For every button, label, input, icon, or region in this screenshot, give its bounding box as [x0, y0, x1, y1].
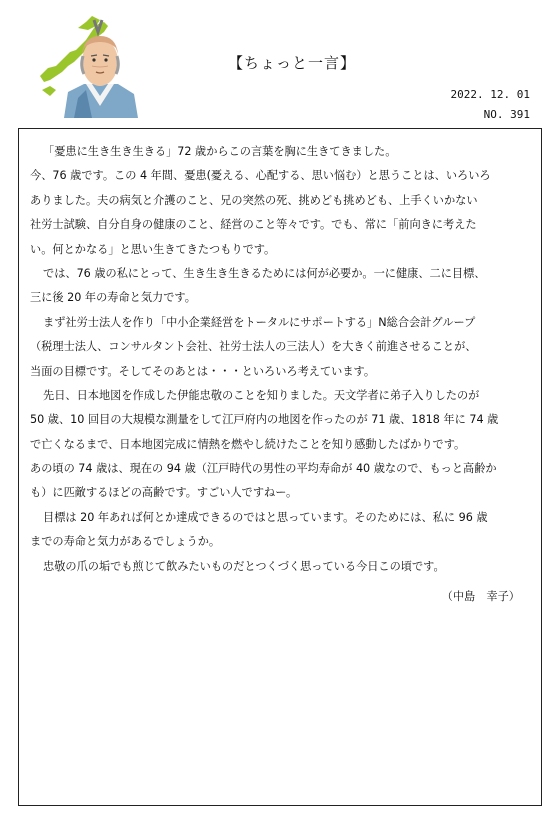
paragraph-line: 三に後 20 年の寿命と気力です。 [30, 291, 196, 305]
paragraph-line: で亡くなるまで、日本地図完成に情熱を燃やし続けたことを知り感動したばかりです。 [30, 437, 466, 451]
author-signature: （中島 幸子） [441, 590, 520, 604]
page-title: 【ちょっと一言】 [228, 54, 357, 72]
paragraph-line: 目標は 20 年あれば何とか達成できるのではと思っています。そのためには、私に 96 歳 [43, 510, 488, 524]
paragraph-line: 「憂患に生き生き生きる」72 歳からこの言葉を胸に生きてきました。 [43, 145, 397, 158]
issue-number: NO. 391 [483, 108, 530, 121]
paragraph-line: も）に匹敵するほどの高齢です。すごい人ですねー。 [30, 486, 298, 500]
paragraph-line: あの頃の 74 歳は、現在の 94 歳（江戸時代の男性の平均寿命が 40 歳なので、もっと高齢か [30, 462, 497, 476]
article-body [30, 140, 532, 617]
paragraph-line: 忠敬の爪の垢でも煎じて飲みたいものだとつくづく思っている今日この頃です。 [43, 559, 445, 573]
paragraph-line: い。何とかなる」と思い生きてきたつもりです。 [30, 242, 276, 256]
paragraph-line: （税理士法人、コンサルタント会社、社労士法人の三法人）を大きく前進させることが、 [30, 340, 477, 354]
paragraph-line: ありました。夫の病気と介護のこと、兄の突然の死、挑めども挑めども、上手くいかない [30, 193, 478, 207]
paragraph-line: 社労士試験、自分自身の健康のこと、経営のこと等々です。でも、常に「前向きに考えた [30, 218, 477, 232]
paragraph-line: 今、76 歳です。この 4 年間、憂患(憂える、心配する、思い悩む）と思うことは、いろいろ [30, 169, 491, 183]
paragraph-line: では、76 歳の私にとって、生き生き生きるためには何が必要か。一に健康、二に目標、 [43, 266, 486, 280]
paragraph-line: 先日、日本地図を作成した伊能忠敬のことを知りました。天文学者に弟子入りしたのが [43, 388, 480, 402]
paragraph-line: までの寿命と気力があるでしょうか。 [30, 535, 221, 549]
paragraph-line: まず社労士法人を作り「中小企業経営をトータルにサポートする」N総合会計グループ [43, 315, 476, 329]
paragraph-line: 当面の目標です。そしてそのあとは・・・といろいろ考えています。 [30, 364, 376, 378]
issue-date: 2022. 12. 01 [450, 88, 530, 101]
paragraph-line: 50 歳、10 回目の大規模な測量をして江戸府内の地図を作ったのが 71 歳、1818 年に 74 歳 [30, 413, 499, 427]
ino-tadataka-illustration [34, 14, 148, 118]
